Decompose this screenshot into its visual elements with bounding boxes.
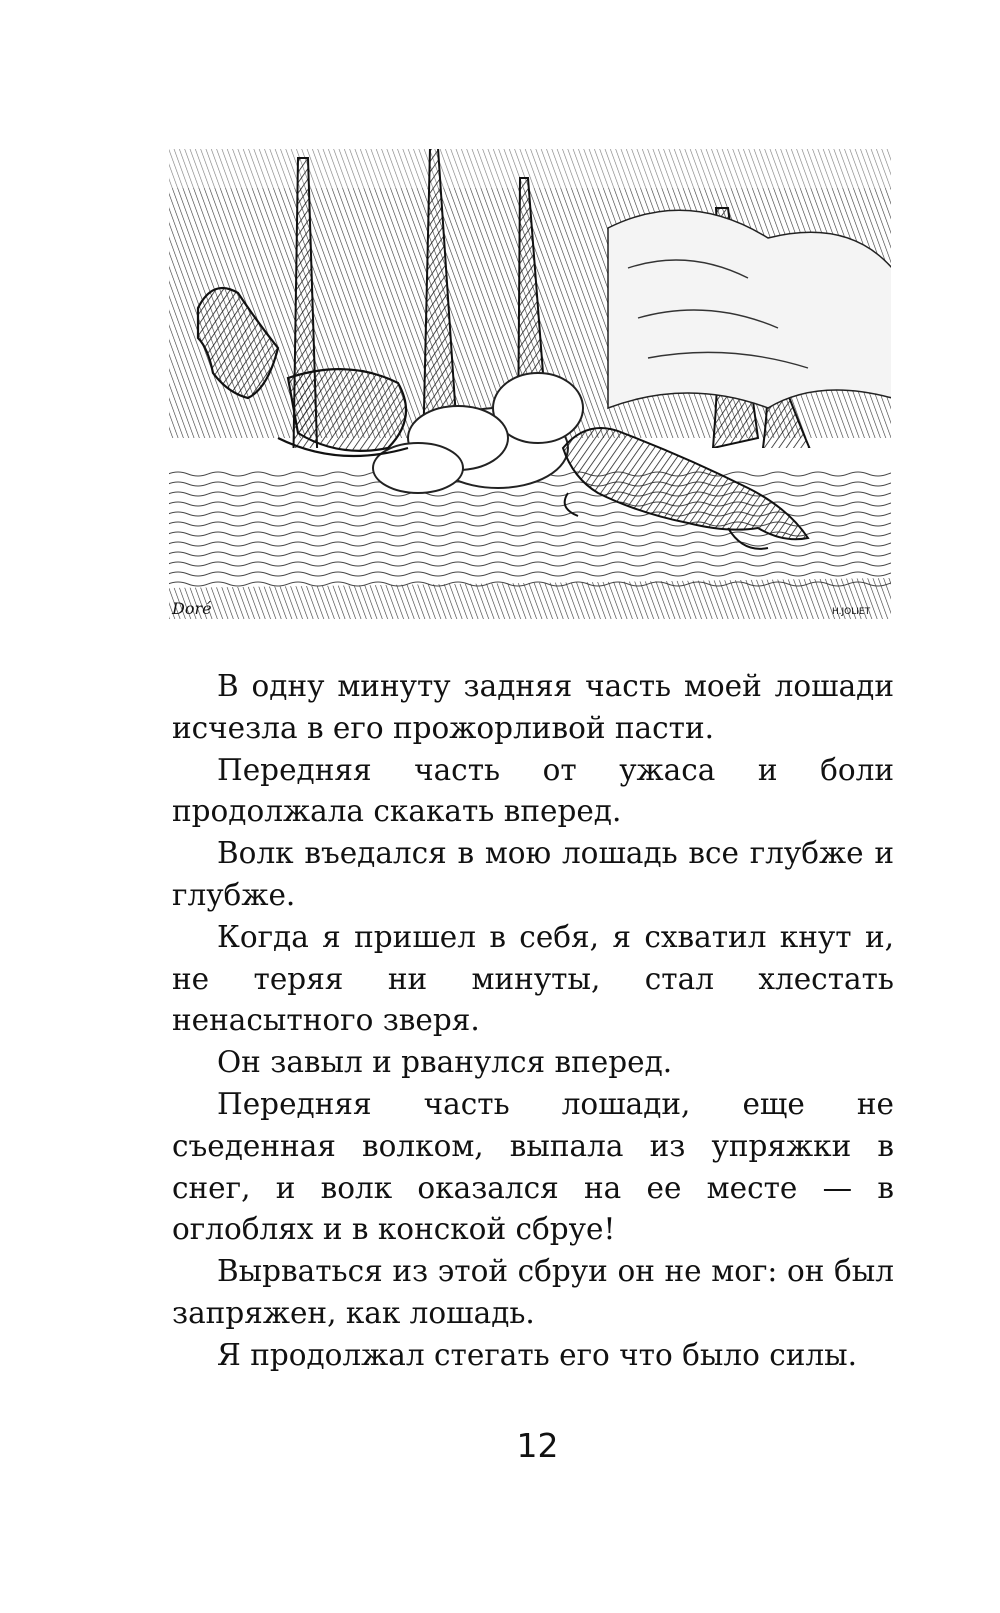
- page-number: 12: [516, 1426, 559, 1465]
- artist-signature: Doré: [172, 599, 212, 618]
- paragraph: В одну минуту задняя часть моей лошади исчезла в его прожорливой пасти.: [172, 669, 894, 745]
- paragraph: Передняя часть от ужаса и боли продолжала скакать вперед.: [172, 752, 894, 829]
- engraving-illustration: [168, 148, 892, 620]
- paragraph: Волк въедался в мою лошадь все глубже и глубже.: [172, 836, 894, 912]
- paragraph: Передняя часть лошади, еще не съеденная волком, выпала из упряжки в снег, и волк оказался на ее месте — в оглоблях и в конской сбруе!: [172, 1086, 894, 1247]
- paragraph: Когда я пришел в себя, я схватил кнут и, не теряя ни минуты, стал хлестать ненасытного зверя.: [172, 919, 894, 1038]
- wolf-sleigh-engraving: [168, 148, 892, 620]
- paragraph: Я продолжал стегать его что было силы.: [217, 1337, 858, 1372]
- engraver-signature: H.JOLIET: [832, 607, 871, 617]
- paragraph: Вырваться из этой сбруи он не мог: он был запряжен, как лошадь.: [172, 1254, 894, 1330]
- story-text: [172, 666, 894, 1377]
- paragraph: Он завыл и рванулся вперед.: [217, 1045, 673, 1080]
